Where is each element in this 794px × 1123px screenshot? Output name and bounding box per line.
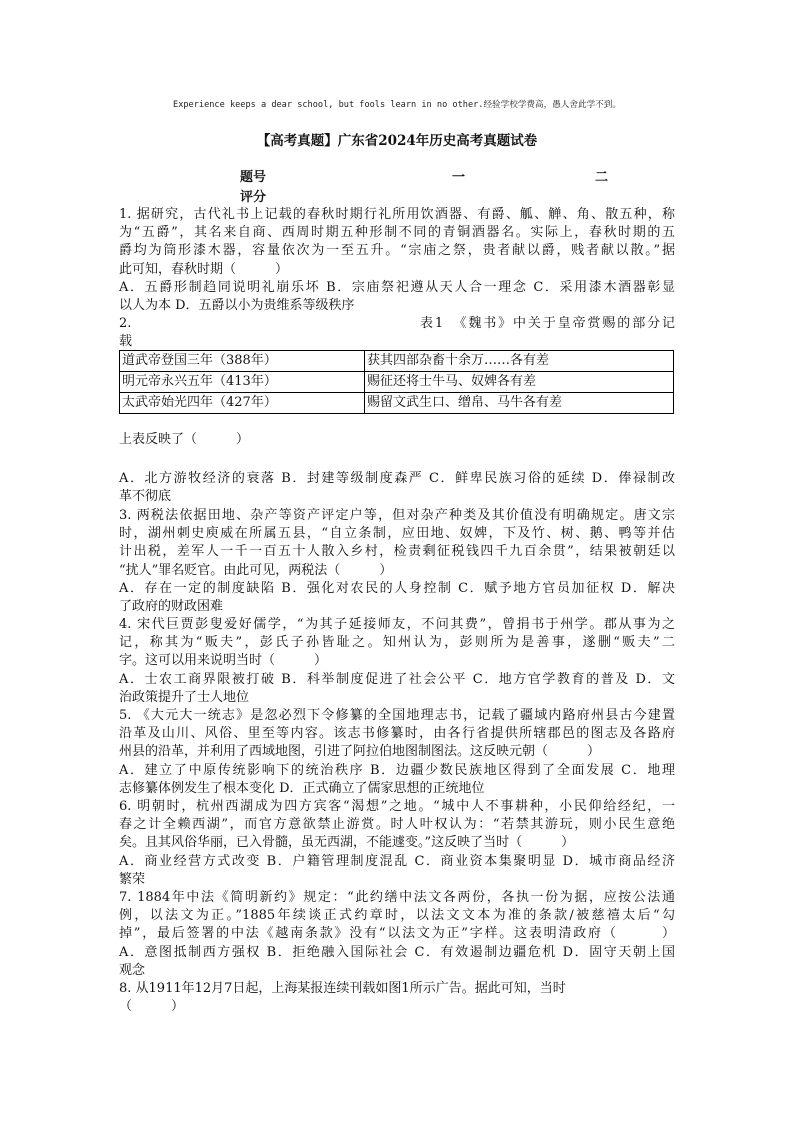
q3-line: 时，湖州刺史庾威在所属五县，“自立条制，应田地、奴婢，下及竹、树、鹅、鸭等并估 bbox=[119, 526, 675, 542]
question-2-number: 2. bbox=[119, 316, 132, 331]
table-cell-reward: 赐留文武生口、缯帛、马牛各有差 bbox=[365, 393, 674, 414]
q6-line: 矣。且其风俗华丽，已入骨髓，虽无西湖，不能遽变。”这反映了当时（ ） bbox=[119, 835, 575, 851]
question-2-options bbox=[119, 470, 675, 506]
header-motto: Experience keeps a dear school, but fools learn in no other.经验学校学费高，愚人舍此学不到。 bbox=[173, 100, 621, 110]
q3-line: 3. 两税法依据田地、杂产等资产评定户等，但对杂产种类及其价值没有明确规定。唐文宗 bbox=[119, 508, 675, 523]
table-1 bbox=[119, 350, 674, 414]
q4-line: 记，称其为“贩夫”，彭氏子孙皆耻之。知州认为，彭则所为是善事，遂删“贩夫”二 bbox=[119, 635, 675, 651]
q4-line: 4. 宋代巨贾彭叟爱好儒学，“为其子延接师友，不问其费”，曾捐书于州学。郡从事为之 bbox=[119, 617, 675, 632]
q8-line: （ ） bbox=[119, 999, 185, 1015]
q1-line: 1. 据研究，古代礼书上记载的春秋时期行礼所用饮酒器、有爵、觚、觯、角、散五种，称 bbox=[119, 207, 675, 222]
question-3 bbox=[119, 507, 675, 616]
q4-options-line: 治政策提升了士人地位 bbox=[119, 689, 250, 705]
q8-line: 8. 从1911年12月7日起，上海某报连续刊载如图1所示广告。据此可知，当时 bbox=[119, 981, 566, 996]
score-table-col-2: 二 bbox=[595, 170, 609, 185]
q1-line: 为“五爵”，其名来自商、西周时期五种形制不同的青铜酒器名。实际上，春秋时期的五 bbox=[119, 225, 675, 241]
table-row bbox=[120, 351, 674, 372]
q6-options-line: 繁荣 bbox=[119, 871, 146, 887]
q2-options-line: 革不彻底 bbox=[119, 489, 172, 505]
q5-options-line: A．建立了中原传统影响下的统治秩序 B．边疆少数民族地区得到了全面发展 C．地理 bbox=[119, 762, 675, 778]
question-6 bbox=[119, 798, 675, 889]
q6-options-line: A．商业经营方式改变 B．户籍管理制度混乱 C．商业资本集聚明显 D．城市商品经济 bbox=[119, 853, 675, 869]
q3-line: 计出税，差军人一千一百五十人散入乡村，检责剩征税钱四千九百余贯”，结果被朝廷以 bbox=[119, 544, 675, 560]
q7-line: 掉”，最后签署的中法《越南条款》没有“以法文为正”字样。这表明清政府（ ） bbox=[119, 926, 675, 942]
table-cell-era: 太武帝始光四年（427年） bbox=[120, 393, 365, 414]
score-table-col-1: 一 bbox=[452, 170, 466, 185]
q5-line: 沿革及山川、风俗、里至等内容。该志书修纂时，由各行省提供所辖郡邑的图志及各路府 bbox=[119, 726, 675, 742]
q5-options-line: 志修纂体例发生了根本变化 D．正式确立了儒家思想的正统地位 bbox=[119, 780, 485, 796]
table-1-caption: 表1 《魏书》中关于皇帝赏赐的部分记 bbox=[420, 316, 675, 331]
question-8 bbox=[119, 980, 675, 1016]
table-cell-era: 道武帝登国三年（388年） bbox=[120, 351, 365, 372]
q6-line: 春之计全赖西湖”，而官方意欲禁止游赏。时人叶权认为：“若禁其游玩，则小民生意绝 bbox=[119, 817, 675, 833]
q7-options-line: 观念 bbox=[119, 962, 146, 978]
q5-line: 5. 《大元大一统志》是忽必烈下令修纂的全国地理志书，记载了疆域内路府州县古今建置 bbox=[119, 708, 675, 723]
table-cell-reward: 获其四部杂畜十余万……各有差 bbox=[365, 351, 674, 372]
q4-options-line: A．士农工商界限被打破 B．科举制度促进了社会公平 C．地方官学教育的普及 D．文 bbox=[119, 671, 675, 687]
exam-title: 【高考真题】广东省2024年历史高考真题试卷 bbox=[256, 133, 538, 149]
question-5 bbox=[119, 707, 675, 798]
q3-options-line: A．存在一定的制度缺陷 B．强化对农民的人身控制 C．赋予地方官员加征权 D．解决 bbox=[119, 580, 675, 596]
q3-line: “扰人”罪名贬官。由此可见，两税法（ ） bbox=[119, 562, 393, 578]
q1-options-line: 以人为本 D．五爵以小为贵维系等级秩序 bbox=[119, 297, 355, 313]
q6-line: 6. 明朝时，杭州西湖成为四方宾客“渴想”之地。“城中人不事耕种，小民仰给经纪，一 bbox=[119, 799, 675, 814]
q7-line: 例，以法文为正。”1885年续谈正式约章时，以法文文本为准的条款/被慈禧太后“勾 bbox=[119, 908, 675, 924]
score-table-header-label: 题号 bbox=[240, 170, 267, 185]
q1-line: 此可知，春秋时期（ ） bbox=[119, 261, 289, 277]
question-2-stem: 上表反映了（ ） bbox=[119, 432, 250, 447]
q4-line: 字。这可以用来说明当时（ ） bbox=[119, 653, 328, 669]
question-4 bbox=[119, 616, 675, 707]
q7-line: 7. 1884年中法《简明新约》规定：“此约缮中法文各两份，各执一份为据，应按公法通 bbox=[119, 890, 675, 905]
table-cell-era: 明元帝永兴五年（413年） bbox=[120, 372, 365, 393]
table-row bbox=[120, 372, 674, 393]
table-1-caption-continued: 载 bbox=[119, 334, 133, 349]
score-table-score-label: 评分 bbox=[240, 190, 267, 205]
table-row bbox=[120, 393, 674, 414]
table-cell-reward: 赐征还将士牛马、奴婢各有差 bbox=[365, 372, 674, 393]
q1-options-line: A．五爵形制趋同说明礼崩乐坏 B．宗庙祭祀遵从天人合一理念 C．采用漆木酒器彰显 bbox=[119, 279, 675, 295]
question-7 bbox=[119, 889, 675, 980]
q3-options-line: 了政府的财政困难 bbox=[119, 598, 224, 614]
q2-options-line: A．北方游牧经济的衰落 B．封建等级制度森严 C．鲜卑民族习俗的延续 D．俸禄制改 bbox=[119, 471, 675, 486]
q5-line: 州县的沿革，并利用了西域地图，引进了阿拉伯地图制图法。这反映元朝（ ） bbox=[119, 744, 601, 760]
q7-options-line: A．意图抵制西方强权 B．拒绝融入国际社会 C．有效遏制边疆危机 D．固守天朝上国 bbox=[119, 944, 675, 960]
question-1 bbox=[119, 206, 675, 315]
q1-line: 爵均为筒形漆木器，容量依次为一至五升。“宗庙之祭，贵者献以爵，贱者献以散。”据 bbox=[119, 243, 675, 259]
